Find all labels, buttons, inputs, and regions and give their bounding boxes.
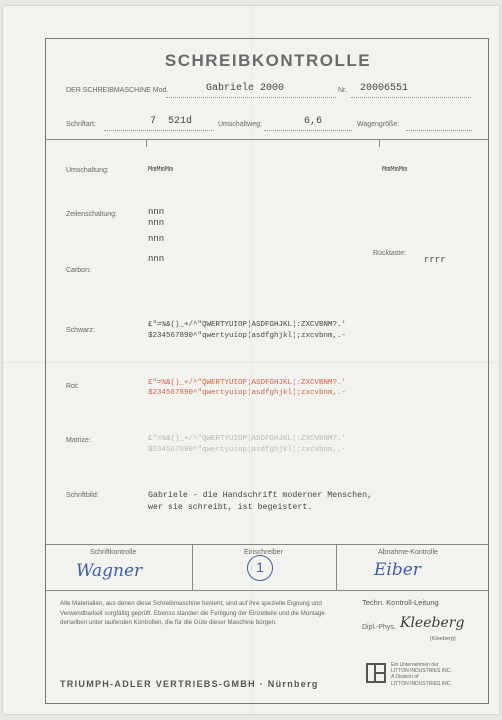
rot-label: Rot: [66, 383, 79, 390]
umschaltweg-underline [264, 130, 352, 131]
umschaltung-right: MmMmMm [382, 166, 408, 174]
dipl-label: Dipl.-Phys. [362, 624, 396, 631]
rot-line-2: $234567890^"qwertyuiop¦asdfghjkl¦;zxcvbnm,.- [148, 389, 347, 397]
company-name: TRIUMPH-ADLER VERTRIEBS-GMBH · Nürnberg [60, 679, 319, 689]
schriftkontrolle-signature: Wagner [76, 561, 143, 581]
schriftart-value-2: 521d [168, 116, 193, 127]
zeilen-line-2: nnn [148, 218, 165, 228]
wagengroesse-underline [406, 130, 472, 131]
signature-top-line [46, 544, 488, 545]
umschaltung-left: MmMmMm [148, 166, 174, 174]
disclaimer-text: Alle Materialien, aus denen diese Schreibmaschine besteht, sind auf ihre spezielle Eignung und Verwendbarkeit sorgfältig geprüft. Ebenso standen die Fertigung der Einzelteile und die Montage derselben unter laufenden Kontrollen, die für die Güte dieser Maschine bürgen. [60, 600, 325, 626]
model-value: Gabriele 2000 [206, 83, 285, 94]
einschreiber-stamp: 1 [247, 555, 273, 581]
nr-label: Nr. [338, 87, 347, 94]
schwarz-line-1: £"=%&()_+/^"QWERTYUIOP¦ASDFGHJKL¦:ZXCVBNM?.' [148, 321, 347, 329]
wagengroesse-label: Wagengröße: [357, 121, 400, 128]
litton-block [391, 662, 452, 687]
litton-line-1: Ein Unternehmen der [391, 662, 439, 668]
abnahme-label: Abnahme-Kontrolle [378, 549, 438, 556]
margin-tick-right [379, 139, 380, 147]
carbon-label: Carbon: [66, 267, 91, 274]
schriftkontrolle-label: Schriftkontrolle [90, 549, 137, 556]
schriftart-label: Schriftart: [66, 121, 96, 128]
einschreiber-label: Einschreiber [244, 549, 283, 556]
abnahme-signature: Eiber [374, 560, 421, 580]
zeilen-line-3: nnn [148, 234, 165, 244]
kleeberg-signature: Kleeberg [400, 615, 465, 631]
carbon-value: nnn [148, 254, 165, 264]
schwarz-line-2: $234567890^"qwertyuiop¦asdfghjkl¦;zxcvbnm,.- [148, 332, 347, 340]
rot-line-1: £"=%&()_+/^"QWERTYUIOP¦ASDFGHJKL¦:ZXCVBNM?.' [148, 379, 347, 387]
nr-underline [351, 97, 471, 98]
form-title: SCHREIBKONTROLLE [164, 51, 372, 70]
schriftbild-line-1: Gabriele - die Handschrift moderner Menschen, [148, 491, 373, 500]
litton-line-4: LITTON INDUSTRIES INC. [391, 680, 452, 687]
zeilenschaltung-label: Zeilenschaltung: [66, 211, 117, 218]
machine-label: DER SCHREIBMASCHINE Mod. [66, 87, 169, 94]
matrize-line-2: $234567890^"qwertyuiop¦asdfghjkl¦;zxcvbnm,.- [148, 446, 347, 454]
model-underline [166, 97, 336, 98]
schriftart-value-1: 7 [150, 116, 157, 127]
umschaltweg-value: 6,6 [304, 116, 323, 127]
ruecktaste-value: rrrr [424, 255, 446, 265]
margin-tick-left [146, 139, 147, 147]
zeilen-line-1: nnn [148, 207, 165, 217]
triumph-adler-logo [366, 663, 386, 683]
form-frame [45, 38, 489, 704]
schriftart-underline [104, 130, 214, 131]
ruecktaste-label: Rücktaste: [373, 250, 407, 257]
techn-label: Techn. Kontroll-Leitung [362, 598, 439, 607]
litton-line-3: A Division of [391, 674, 419, 681]
serial-value: 20006551 [360, 83, 409, 94]
matrize-label: Matrize: [66, 437, 91, 444]
schwarz-label: Schwarz: [66, 327, 95, 334]
signature-divider-1 [192, 544, 193, 590]
form-sheet [3, 6, 499, 714]
schriftbild-label: Schriftbild: [66, 492, 99, 499]
umschaltung-label: Umschaltung: [66, 167, 109, 174]
matrize-line-1: £"=%&()_+/^"QWERTYUIOP¦ASDFGHJKL¦:ZXCVBNM?.' [148, 435, 347, 443]
umschaltweg-label: Umschaltweg: [218, 121, 262, 128]
litton-line-2: LITTON INDUSTRIES INC. [391, 668, 452, 675]
signature-bottom-line [46, 590, 488, 591]
signer-name: (Kleeberg) [430, 636, 456, 642]
signature-divider-2 [336, 544, 337, 590]
header-separator [46, 139, 488, 140]
schriftbild-line-2: wer sie schreibt, ist begeistert. [148, 503, 313, 512]
